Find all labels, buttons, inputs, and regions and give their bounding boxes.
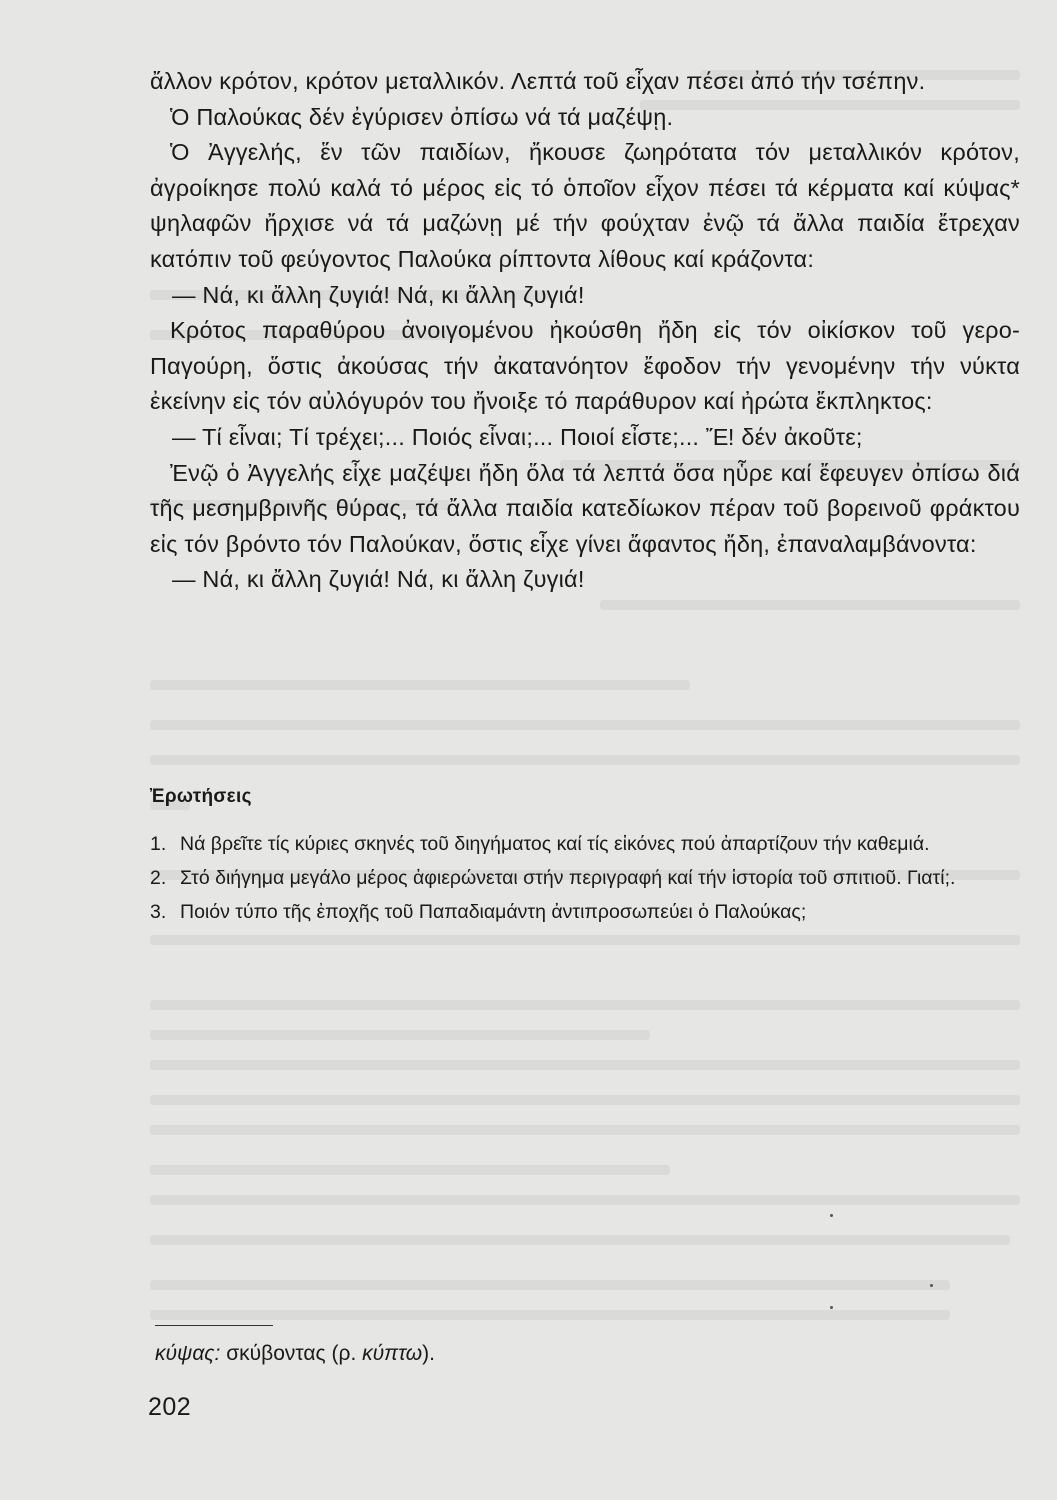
- footnote-close: ).: [422, 1342, 435, 1365]
- paragraph: Κρότος παραθύρου ἀνοιγομένου ἠκούσθη ἤδη εἰς τόν οἰκίσκον τοῦ γερο-Παγούρη, ὅστις ἀκούσας τήν ἀκατανόητον ἔφοδον τήν γενομένην τήν νύκτα ἐκείνην εἰς τόν αὐλόγυρόν του ἤνοιξε τό παράθυρον καί ἠρώτα ἔκπληκτος:: [150, 317, 1020, 415]
- page-number: 202: [148, 1393, 192, 1421]
- question-text: Στό διήγημα μεγάλο μέρος ἀφιερώνεται στήν περιγραφή καί τήν ἱστορία τοῦ σπιτιοῦ. Γιατί;.: [180, 867, 956, 889]
- dialogue-line: — Τί εἶναι; Τί τρέχει;... Ποιός εἶναι;... Ποιοί εἶστε;... Ἔ! δέν ἀκοῦτε;: [172, 423, 863, 450]
- question-item: [150, 828, 1020, 860]
- questions-heading: Ἐρωτήσεις: [150, 786, 252, 807]
- question-item: [150, 862, 1020, 894]
- footnote-divider: [155, 1325, 273, 1326]
- question-item: [150, 896, 1020, 928]
- speck: [930, 1284, 933, 1287]
- footnote-definition: σκύβοντας (ρ.: [226, 1342, 357, 1365]
- footnote-term: κύψας:: [155, 1342, 221, 1365]
- question-number: 2.: [150, 867, 167, 889]
- question-text: Νά βρεῖτε τίς κύριες σκηνές τοῦ διηγήματος καί τίς εἰκόνες πού ἀπαρτίζουν τήν καθεμιά.: [180, 833, 930, 855]
- paragraph: ἄλλον κρότον, κρότον μεταλλικόν. Λεπτά τοῦ εἶχαν πέσει ἀπό τήν τσέπην.: [150, 68, 926, 94]
- paragraph: Ἐνῷ ὁ Ἀγγελής εἶχε μαζέψει ἤδη ὅλα τά λεπτά ὅσα ηὗρε καί ἔφευγεν ὀπίσω διά τῆς μεσημβρινῆς θύρας, τά ἄλλα παιδία κατεδίωκον πέραν τοῦ βορεινοῦ φράκτου εἰς τόν βρόντο τόν Παλούκαν, ὅστις εἶχε γίνει ἄφαντος ἤδη, ἐπαναλαμβάνοντα:: [150, 459, 1020, 557]
- questions-list: [150, 828, 1020, 930]
- speck: [830, 1214, 833, 1217]
- question-text: Ποιόν τύπο τῆς ἐποχῆς τοῦ Παπαδιαμάντη ἀντιπροσωπεύει ὁ Παλούκας;: [180, 901, 807, 923]
- footnote-reference: κύπτω: [362, 1342, 423, 1365]
- dialogue-line: — Νά, κι ἄλλη ζυγιά! Νά, κι ἄλλη ζυγιά!: [172, 281, 585, 308]
- question-number: 3.: [150, 901, 167, 923]
- story-text: [150, 64, 1020, 598]
- speck: [830, 1306, 833, 1309]
- dialogue-line: — Νά, κι ἄλλη ζυγιά! Νά, κι ἄλλη ζυγιά!: [172, 566, 585, 593]
- question-number: 1.: [150, 833, 167, 855]
- paragraph: Ὁ Ἀγγελής, ἕν τῶν παιδίων, ἤκουσε ζωηρότατα τόν μεταλλικόν κρότον, ἀγροίκησε πολύ καλά τό μέρος εἰς τό ὁποῖον εἶχον πέσει τά κέρματα καί κύψας* ψηλαφῶν ἤρχισε νά τά μαζώνῃ μέ τήν φούχταν ἐνῷ τά ἄλλα παιδία ἔτρεχαν κατόπιν τοῦ φεύγοντος Παλούκα ρίπτοντα λίθους καί κράζοντα:: [150, 139, 1020, 272]
- footnote: [155, 1342, 435, 1366]
- paragraph: Ὁ Παλούκας δέν ἐγύρισεν ὀπίσω νά τά μαζέψῃ.: [170, 103, 674, 130]
